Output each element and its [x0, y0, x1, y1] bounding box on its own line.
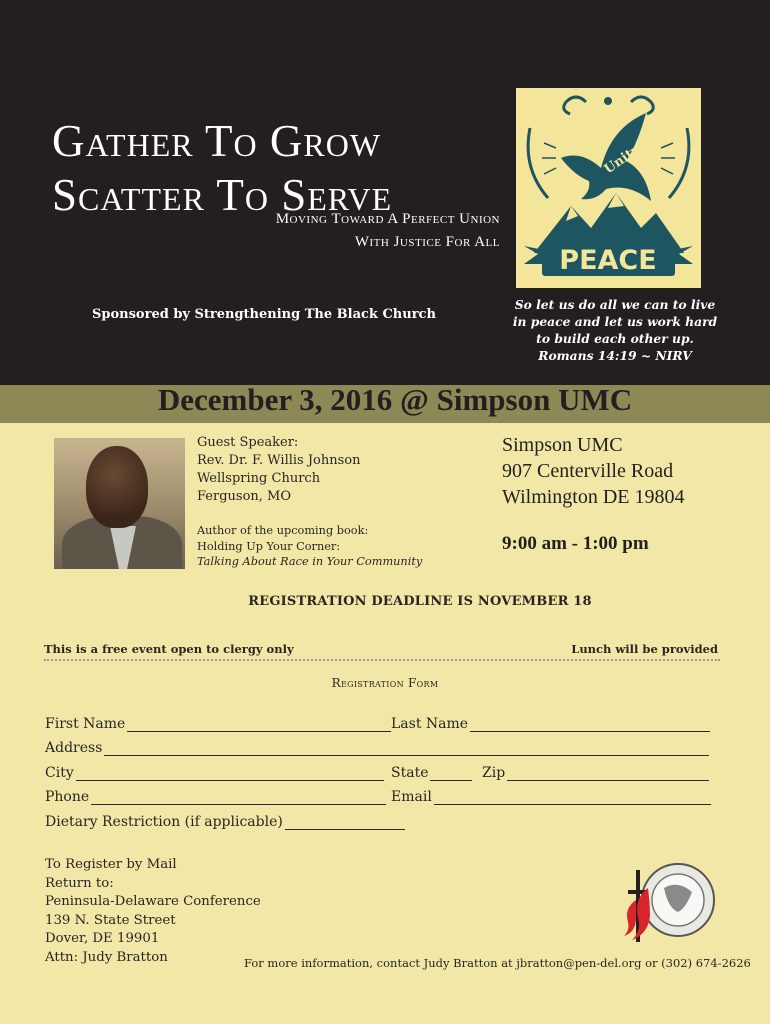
speaker-name: Rev. Dr. F. Willis Johnson	[197, 453, 361, 468]
peace-dove-logo	[516, 88, 701, 288]
phone-label: Phone	[45, 789, 90, 805]
logo-peace-text: PEACE	[559, 245, 657, 276]
email-label: Email	[391, 789, 432, 805]
quote-line: to build each other up.	[536, 331, 694, 346]
dietary-label: Dietary Restriction (if applicable)	[45, 814, 283, 830]
last-name-label: Last Name	[391, 716, 469, 732]
phone-field[interactable]	[45, 789, 386, 805]
event-date-banner: December 3, 2016 @ Simpson UMC	[157, 382, 633, 417]
city-line[interactable]	[76, 767, 384, 781]
free-event-note: This is a free event open to clergy only	[44, 642, 294, 656]
zip-field[interactable]	[482, 765, 709, 781]
contact-info: For more information, contact Judy Bratton at jbratton@pen-del.org or (302) 674-2626	[244, 956, 751, 970]
header-banner	[0, 0, 770, 385]
author-line: Author of the upcoming book:	[197, 524, 369, 537]
speaker-church: Wellspring Church	[197, 471, 321, 486]
mail-line: Dover, DE 19901	[45, 931, 160, 946]
quote-line: So let us do all we can to live	[514, 297, 716, 312]
speaker-label: Guest Speaker:	[197, 435, 299, 450]
last-name-line[interactable]	[470, 718, 710, 732]
event-subtitle	[276, 208, 500, 254]
subtitle-line-2: With Justice For All	[354, 234, 500, 250]
quote-line: in peace and let us work hard	[512, 314, 718, 329]
first-name-field[interactable]	[45, 716, 391, 732]
sponsor-text: Sponsored by Strengthening The Black Church	[92, 307, 436, 322]
speaker-info	[197, 434, 361, 506]
city-label: City	[45, 765, 74, 781]
mail-line: Attn: Judy Bratton	[45, 949, 168, 965]
event-title	[52, 114, 392, 222]
lunch-note: Lunch will be provided	[571, 642, 718, 656]
subtitle-line-1: Moving Toward A Perfect Union	[275, 211, 500, 227]
venue-city: Wilmington DE 19804	[502, 486, 685, 508]
city-field[interactable]	[45, 765, 384, 781]
mail-line: To Register by Mail	[45, 857, 177, 872]
quote-reference: Romans 14:19 ~ NIRV	[538, 348, 692, 363]
registration-deadline: REGISTRATION DEADLINE IS NOVEMBER 18	[248, 594, 592, 609]
title-line-2: Scatter To Serve	[52, 170, 393, 220]
last-name-field[interactable]	[391, 716, 710, 732]
author-info	[197, 523, 422, 570]
venue-address	[502, 432, 685, 510]
state-line[interactable]	[430, 767, 472, 781]
scripture-quote	[510, 296, 720, 364]
registration-form-title: Registration Form	[331, 676, 439, 690]
book-title: Holding Up Your Corner:	[197, 539, 341, 553]
mail-line: Peninsula-Delaware Conference	[45, 894, 261, 909]
mail-instructions	[45, 856, 261, 967]
dietary-line[interactable]	[285, 816, 405, 830]
mail-line: 139 N. State Street	[45, 912, 176, 928]
speaker-city: Ferguson, MO	[197, 489, 292, 504]
first-name-line[interactable]	[127, 718, 391, 732]
mail-line: Return to:	[45, 875, 114, 891]
title-line-1: Gather To Grow	[52, 116, 382, 166]
first-name-label: First Name	[45, 716, 126, 732]
address-field[interactable]	[45, 740, 709, 756]
address-line[interactable]	[104, 742, 709, 756]
speaker-photo	[54, 438, 185, 569]
dietary-field[interactable]	[45, 814, 405, 830]
address-label: Address	[45, 740, 103, 756]
dotted-divider	[44, 659, 720, 661]
phone-line[interactable]	[91, 791, 386, 805]
state-label: State	[391, 765, 429, 781]
zip-line[interactable]	[507, 767, 709, 781]
venue-name: Simpson UMC	[502, 434, 623, 456]
email-line[interactable]	[434, 791, 711, 805]
book-subtitle: Talking About Race in Your Community	[197, 555, 423, 568]
event-time: 9:00 am - 1:00 pm	[502, 533, 649, 554]
zip-label: Zip	[482, 765, 506, 781]
email-field[interactable]	[391, 789, 711, 805]
venue-street: 907 Centerville Road	[502, 460, 674, 482]
logo-unity-text: Unity	[601, 142, 643, 178]
dove-mountain-icon	[516, 88, 701, 288]
conference-seal-icon	[620, 860, 720, 945]
state-field[interactable]	[391, 765, 472, 781]
